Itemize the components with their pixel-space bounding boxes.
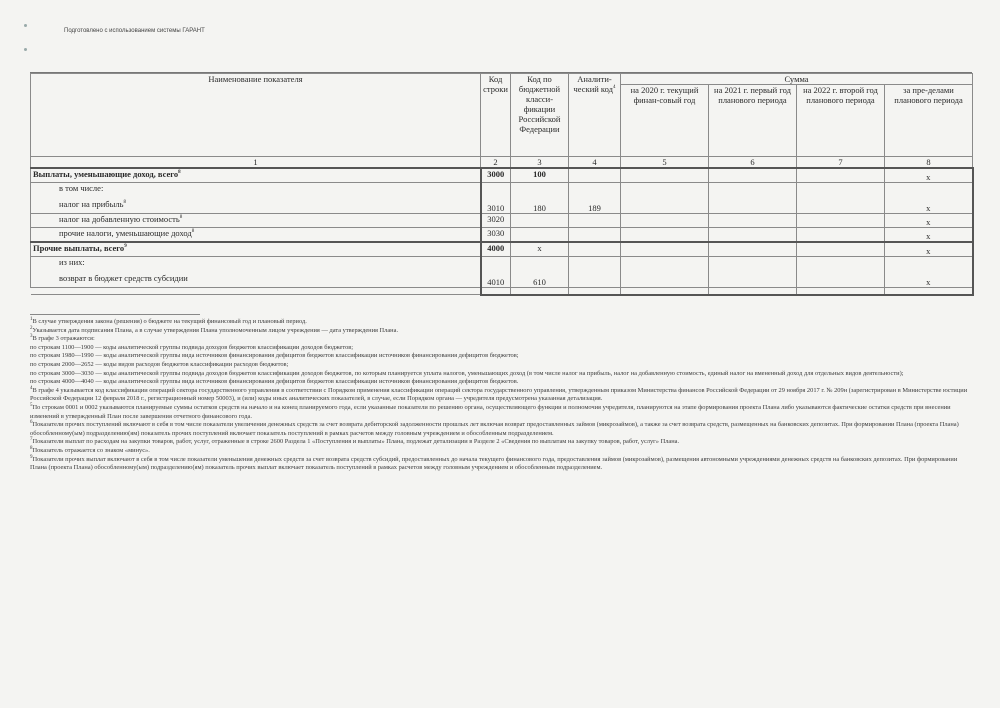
row-analytic <box>569 228 621 243</box>
col-number: 4 <box>569 157 621 169</box>
row-name: из них: возврат в бюджет средств субсидии <box>31 257 481 288</box>
footnote: по строкам 1980—1990 — коды аналитической группы вида источников финансирования дефицитов бюджетов классификации источников финансирования дефицитов бюджетов; <box>30 352 519 360</box>
row-bk: 100 <box>511 168 569 183</box>
col-number: 3 <box>511 157 569 169</box>
value-cell <box>709 228 797 243</box>
header-sum: Сумма <box>621 74 973 85</box>
row-name: прочие налоги, уменьшающие доход$^8$ <box>31 228 481 243</box>
row-name: в том числе: налог на прибыль$^8$ <box>31 183 481 214</box>
header-analytic: Аналити-ческий код$^4$ <box>569 74 621 157</box>
row-name: налог на добавленную стоимость$^8$ <box>31 214 481 228</box>
header-code-row: Код строки <box>481 74 511 157</box>
footnote: по строкам 4000—4040 — коды аналитической группы вида источников финансирования дефицитов бюджетов классификации источников финансирования дефицитов бюджетов. <box>30 378 519 386</box>
empty-cell <box>511 288 569 295</box>
value-cell <box>621 228 709 243</box>
value-cell <box>709 242 797 257</box>
footnote: по строкам 1100—1900 — коды аналитической группы подвида доходов бюджетов классификации доходов бюджетов; <box>30 343 354 351</box>
value-cell <box>621 242 709 257</box>
row-code: 3030 <box>481 228 511 243</box>
row-code: 3010 <box>481 183 511 214</box>
footnotes <box>30 318 972 473</box>
footnote: $^7$Показатели выплат по расходам на закупки товаров, работ, услуг, отраженные в строке 2600 Раздела 1 «Поступления и выплаты» Плана, подлежат детализации в Разделе 2 «Сведения по выплатам на закупку товаров, работ, услуг» Плана. <box>30 437 680 446</box>
table-row-empty <box>31 288 973 295</box>
row-analytic <box>569 242 621 257</box>
table-row <box>31 183 973 214</box>
value-cell <box>709 183 797 214</box>
footnote: $^4$В графе 4 указывается код классификации операций сектора государственного управления в соответствии с Порядком применения классификации операций сектора государственного управления, утвержденным приказом Министерства финансов Российской Федерации от 29 ноября 2017 г. № 209н (зарегистрирован в Министерстве юстиции Российской Федерации 12 февраля 2018 г., регистрационный номер 50003), и (или) коды иных аналитических показателей, в случае, если Порядком органа — учредителя предусмотрена указанная детализация. <box>30 385 968 403</box>
row-analytic <box>569 168 621 183</box>
row-col8: x <box>885 183 973 214</box>
value-cell <box>797 228 885 243</box>
indicator-table <box>30 73 974 296</box>
value-cell <box>797 214 885 228</box>
footnote: $^6$Показатели прочих поступлений включают в себя в том числе показатели увеличения денежных средств за счет возврата дебиторской задолженности прошлых лет включая возврат предоставленных займов (микрозаймов), а также за счет возврата средств, размещенных на банковских депозитах. При формировании Плана (проекта Плана) обособленному(ым) подразделению(ям) показатель прочих поступлений включает показатель поступлений в рамках расчетов между головным учреждением и обособленным подразделением. <box>30 420 959 437</box>
footnote: $^3$В графе 3 отражаются: <box>30 334 95 343</box>
value-cell <box>797 242 885 257</box>
scan-dot <box>24 24 27 27</box>
col-number: 6 <box>709 157 797 169</box>
col-number: 8 <box>885 157 973 169</box>
footnote: по строкам 3000—3030 — коды аналитической группы подвида доходов бюджетов классификации доходов бюджетов, по которым планируется уплата налогов, уменьшающих доход (в том числе налог на прибыль, налог на добавленную стоимость, единый налог на вмененный доход для отдельных видов деятельности); <box>30 369 904 377</box>
row-code: 3000 <box>481 168 511 183</box>
header-2022: на 2022 г. второй год планового периода <box>797 85 885 157</box>
header-note: Подготовлено с использованием системы ГАРАНТ <box>64 28 205 34</box>
value-cell <box>621 168 709 183</box>
empty-cell <box>569 288 621 295</box>
value-cell <box>709 214 797 228</box>
row-bk: x <box>511 242 569 257</box>
column-number-row <box>31 157 973 169</box>
row-code: 4010 <box>481 257 511 288</box>
empty-cell <box>31 288 481 295</box>
value-cell <box>709 257 797 288</box>
row-col8: x <box>885 228 973 243</box>
row-bk: 180 <box>511 183 569 214</box>
row-code: 3020 <box>481 214 511 228</box>
empty-cell <box>797 288 885 295</box>
table-row <box>31 228 973 243</box>
scan-dot <box>24 48 27 51</box>
row-col8: x <box>885 257 973 288</box>
table-row <box>31 242 973 257</box>
row-analytic <box>569 257 621 288</box>
row-name: Выплаты, уменьшающие доход, всего$^8$ <box>31 168 481 183</box>
footnote: $^5$По строкам 0001 и 0002 указываются планируемые суммы остатков средств на начало и на конец планируемого года, если указанные показатели по решению органа, осуществляющего функции и полномочия учредителя, планируются на этапе формирования проекта Плана либо указываются фактические остатки средств при внесении изменений в утвержденный План после завершения отчетного финансового года. <box>30 402 951 420</box>
value-cell <box>797 168 885 183</box>
header-code-budget: Код по бюджетной класси-фикации Российской Федерации <box>511 74 569 157</box>
row-analytic: 189 <box>569 183 621 214</box>
row-code: 4000 <box>481 242 511 257</box>
row-col8: x <box>885 242 973 257</box>
header-2021: на 2021 г. первый год планового периода <box>709 85 797 157</box>
header-2020: на 2020 г. текущий финан-совый год <box>621 85 709 157</box>
footnote: $^9$Показатели прочих выплат включают в себя в том числе показатели уменьшения денежных средств за счет возврата средств субсидий, предоставленных до начала текущего финансового года, предоставления займов (микрозаймов), размещения автономными учреждениями денежных средств на банковских депозитах. При формировании Плана (проекта Плана) обособленному(ым) подразделению(ям) показатель прочих выплат включает показатель поступлений в рамках расчетов между головным учреждением и обособленным подразделением. <box>30 454 958 472</box>
footnote-rule <box>30 314 200 315</box>
row-col8: x <box>885 168 973 183</box>
col-number: 7 <box>797 157 885 169</box>
value-cell <box>797 257 885 288</box>
footnote: $^2$Указывается дата подписания Плана, а в случае утверждения Плана уполномоченным лицом учреждения — дата утверждения Плана. <box>30 325 399 334</box>
value-cell <box>709 168 797 183</box>
table-row <box>31 257 973 288</box>
footnote: по строкам 2000—2652 — коды видов расходов бюджетов классификации расходов бюджетов; <box>30 360 289 368</box>
col-number: 2 <box>481 157 511 169</box>
row-analytic <box>569 214 621 228</box>
value-cell <box>621 183 709 214</box>
empty-cell <box>621 288 709 295</box>
empty-cell <box>709 288 797 295</box>
row-bk <box>511 214 569 228</box>
empty-cell <box>885 288 973 295</box>
table-row <box>31 168 973 183</box>
header-name: Наименование показателя <box>31 74 481 157</box>
header-beyond: за пре-делами планового периода <box>885 85 973 157</box>
value-cell <box>621 214 709 228</box>
table-row <box>31 214 973 228</box>
row-bk <box>511 228 569 243</box>
value-cell <box>797 183 885 214</box>
col-number: 1 <box>31 157 481 169</box>
col-number: 5 <box>621 157 709 169</box>
footnote: $^8$Показатель отражается со знаком «минус». <box>30 445 150 454</box>
row-col8: x <box>885 214 973 228</box>
empty-cell <box>481 288 511 295</box>
value-cell <box>621 257 709 288</box>
row-bk: 610 <box>511 257 569 288</box>
row-name: Прочие выплаты, всего$^9$ <box>31 242 481 257</box>
footnote: $^1$В случае утверждения закона (решения) о бюджете на текущий финансовый год и плановый период. <box>30 316 307 325</box>
